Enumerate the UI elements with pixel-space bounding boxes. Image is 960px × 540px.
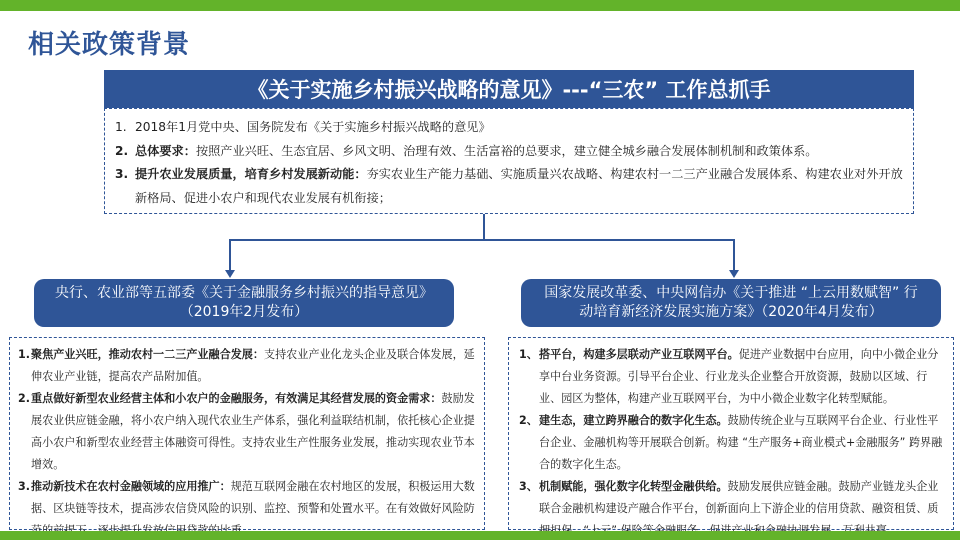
right-policy-box — [508, 337, 954, 530]
right-policy-title-cont: 动培育新经济发展实施方案》（2020年4月发布） — [579, 304, 883, 320]
point-heading: 聚焦产业兴旺，推动农村一二三产业融合发展： — [31, 348, 264, 361]
point-heading: 推动新技术在农村金融领域的应用推广： — [31, 480, 231, 493]
point-text: 支持农业产业化龙头企业及联合体发展，延伸农业产业链，提高农产品附加值。 — [31, 348, 475, 383]
point-heading: 提升农业发展质量，培育乡村发展新动能： — [135, 167, 367, 181]
point-text: 鼓励发展供应链金融。鼓励产业链龙头企业联合金融机构建设产融合作平台，创新面向上下游企业的信用贷款、融资租赁、质 — [539, 480, 939, 515]
point-text: 按照产业兴旺、生态宜居、乡风文明、治理有效、生活富裕的总要求，建立健全城乡融合发展体制机制和政策体系。 — [195, 143, 818, 158]
point-number: 1. — [115, 120, 127, 134]
left-point-2 — [18, 388, 476, 476]
main-point-1 — [115, 116, 903, 140]
point-heading: 建生态，建立跨界融合的数字化生态。 — [539, 414, 728, 427]
left-policy-header — [34, 279, 454, 327]
point-text: 鼓励传统企业与互联网平台企业、行业性平台企业、金融机构等开展联合创新。构建 “生产服务+商业模式+金融服务” 跨界融合的数字化生态。 — [539, 414, 943, 471]
point-number: 1. — [18, 348, 30, 361]
page-title: 相关政策背景 — [28, 30, 191, 60]
bottom-accent-bar — [0, 531, 960, 540]
point-heading: 重点做好新型农业经营主体和小农户的金融服务，有效满足其经营发展的资金需求： — [31, 392, 442, 405]
main-point-2 — [115, 140, 903, 164]
left-point-1 — [18, 344, 476, 388]
left-policy-title: 央行、农业部等五部委《关于金融服务乡村振兴的指导意见》 — [55, 285, 433, 301]
point-number: 3. — [115, 167, 129, 181]
right-point-2 — [519, 410, 945, 476]
main-policy-banner: 《关于实施乡村振兴战略的意见》---“三农” 工作总抓手 — [104, 70, 914, 108]
point-number: 1、 — [519, 348, 538, 361]
point-heading: 总体要求： — [135, 143, 196, 158]
point-heading: 搭平台，构建多层联动产业互联网平台。 — [539, 348, 739, 361]
right-point-1 — [519, 344, 945, 410]
main-point-3 — [115, 163, 903, 210]
top-accent-bar — [0, 0, 960, 11]
main-policy-box — [104, 108, 914, 214]
connector-horizontal — [229, 239, 735, 241]
right-policy-title: 国家发展改革委、中央网信办《关于推进 “上云用数赋智” 行 — [544, 285, 918, 301]
point-number: 2. — [115, 143, 129, 158]
point-number: 2. — [18, 392, 30, 405]
point-text: 鼓励发展农业供应链金融，将小农户纳入现代农业生产体系，强化利益联结机制，依托核心企业提高小农户和新型农业经营主体融资可得性。支持农业生产性服务业发展，推动实现农业节本增效。 — [31, 392, 475, 471]
left-policy-date: （2019年2月发布） — [179, 304, 309, 320]
point-text: 促进产业数据中台应用，向中小微企业分享中台业务资源。引导平台企业、行业龙头企业整合开放资源，鼓励以区域、行业、园区为整体，构建产业互联网平台，为中小微企业数字化转型赋能。 — [539, 348, 939, 405]
connector-vertical-main — [483, 214, 485, 240]
point-text: 夯实农业生产能力基础、实施质量兴农战略、构建农村一二三产业融合发展体系、构建农业对外开放新格局、促进小农户和现代农业发展有机衔接； — [135, 167, 903, 205]
point-number: 3、 — [519, 480, 538, 493]
arrow-down-right-icon — [729, 270, 739, 278]
point-text: 规范互联网金融在农村地区的发展，积极运用大数据、区块链等技术，提高涉农信贷风险的识别、监控、预警和处置水平。在有效做好风险防 — [31, 480, 475, 515]
left-policy-box — [9, 337, 485, 530]
point-heading: 机制赋能，强化数字化转型金融供给。 — [539, 480, 728, 493]
right-policy-header — [521, 279, 941, 327]
point-number: 3. — [18, 480, 30, 493]
point-text: 2018年1月党中央、国务院发布《关于实施乡村振兴战略的意见》 — [135, 120, 491, 134]
point-number: 2、 — [519, 414, 538, 427]
arrow-down-left-icon — [225, 270, 235, 278]
connector-left-drop — [229, 239, 231, 271]
connector-right-drop — [733, 239, 735, 271]
